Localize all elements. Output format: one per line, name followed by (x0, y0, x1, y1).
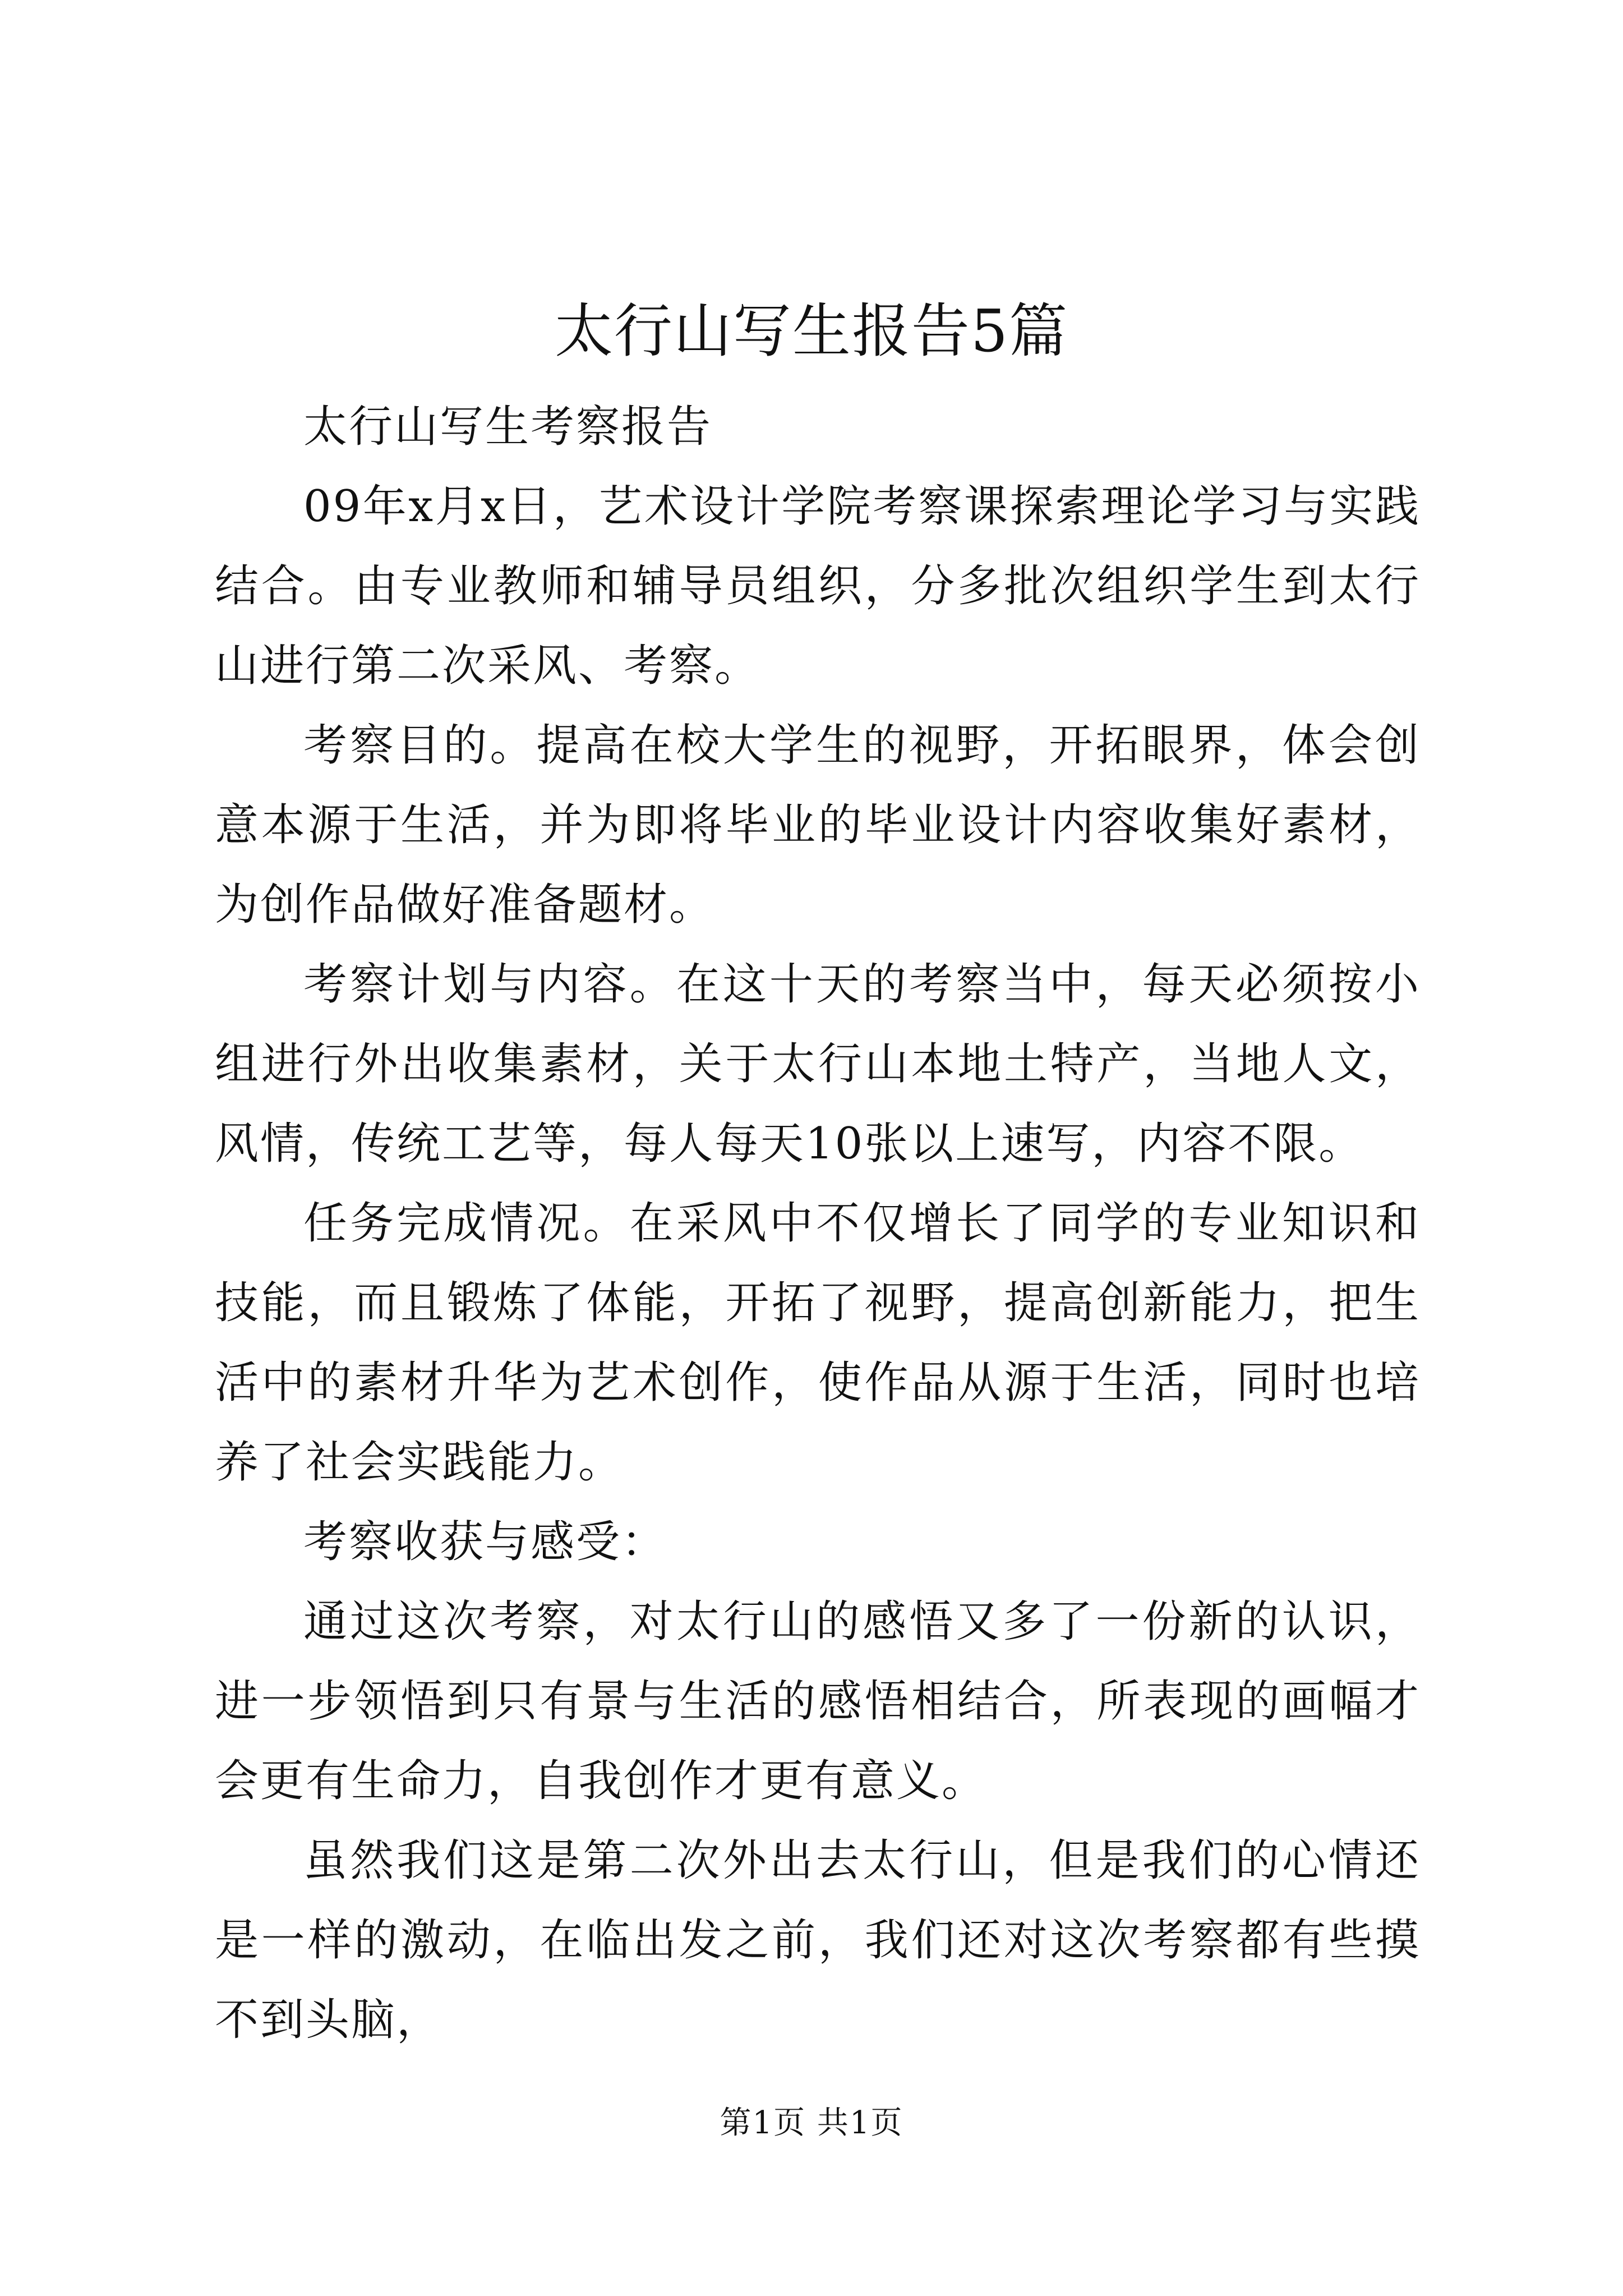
paragraph-feelings: 虽然我们这是第二次外出去太行山，但是我们的心情还是一样的激动，在临出发之前，我们还对这次考察都有些摸不到头脑， (215, 1835, 1421, 2045)
paragraph-intro: 09年x月x日，艺术设计学院考察课探索理论学习与实践结合。由专业教师和辅导员组织，分多批次组织学生到太行山进行第二次采风、考察。 (215, 481, 1421, 691)
paragraph-completion: 任务完成情况。在采风中不仅增长了同学的专业知识和技能，而且锻炼了体能，开拓了视野，提高创新能力，把生活中的素材升华为艺术创作，使作品从源于生活，同时也培养了社会实践能力。 (215, 1198, 1421, 1488)
paragraph-purpose: 考察目的。提高在校大学生的视野，开拓眼界，体会创意本源于生活，并为即将毕业的毕业设计内容收集好素材，为创作品做好准备题材。 (215, 720, 1421, 930)
page-footer: 第1页 共1页 (720, 2105, 903, 2141)
paragraph-plan: 考察计划与内容。在这十天的考察当中，每天必须按小组进行外出收集素材，关于太行山本地土特产，当地人文，风情，传统工艺等，每人每天10张以上速写，内容不限。 (215, 959, 1421, 1169)
paragraph-gains-heading: 考察收获与感受： (303, 1517, 667, 1567)
document-body (215, 387, 1421, 2060)
document-title: 太行山写生报告5篇 (554, 297, 1069, 365)
paragraph-gains: 通过这次考察，对太行山的感悟又多了一份新的认识，进一步领悟到只有景与生活的感悟相结合，所表现的画幅才会更有生命力，自我创作才更有意义。 (215, 1596, 1421, 1806)
paragraph-subtitle: 太行山写生考察报告 (303, 402, 713, 452)
